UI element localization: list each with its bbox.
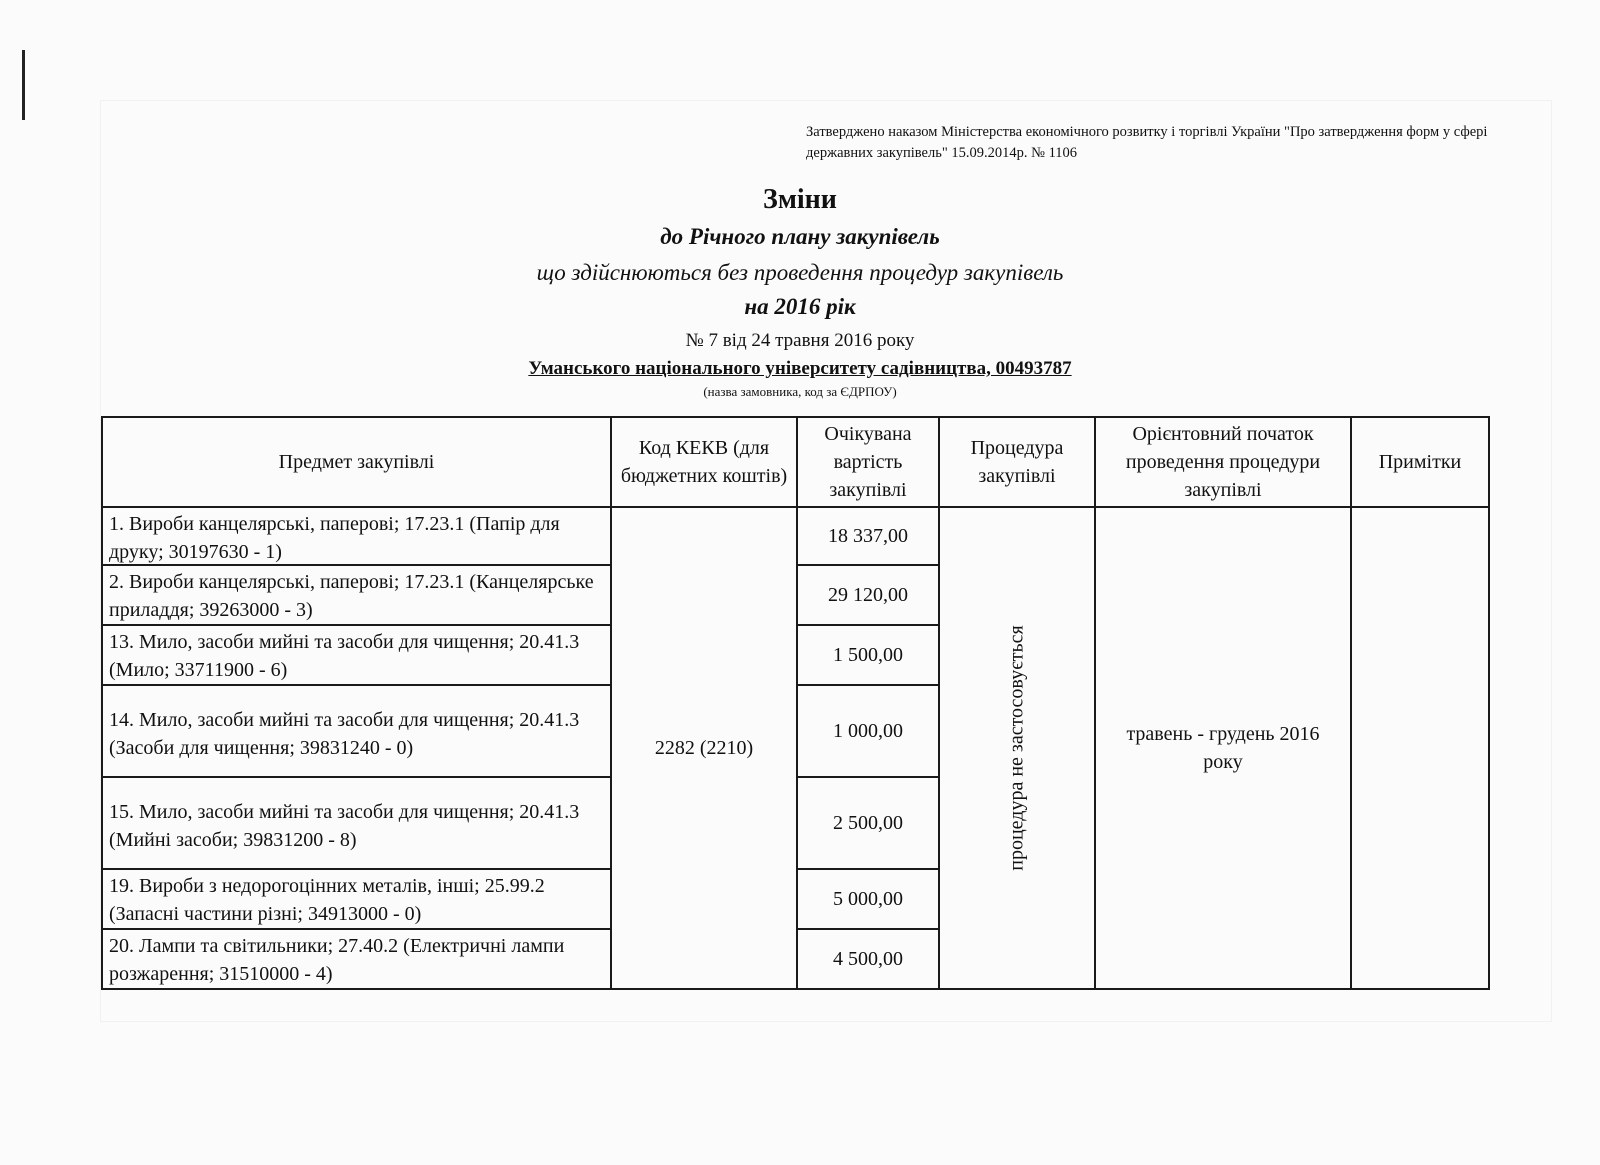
organization-hint: (назва замовника, код за ЄДРПОУ) — [703, 384, 897, 399]
header-cost: Очікувана вартість закупівлі — [796, 416, 940, 508]
row-cost: 18 337,00 — [796, 506, 940, 566]
start-period: травень - грудень 2016 року — [1094, 506, 1352, 990]
row-subject: 1. Вироби канцелярські, паперові; 17.23.1 (Папір для друку; 30197630 - 1) — [101, 506, 612, 566]
header-procedure: Процедура закупівлі — [938, 416, 1096, 508]
document-title: Зміни — [763, 184, 837, 215]
row-subject: 2. Вироби канцелярські, паперові; 17.23.1 (Канцелярське приладдя; 39263000 - 3) — [101, 564, 612, 626]
procedure-value: процедура не застосовується — [1006, 625, 1029, 871]
procedure-cell — [938, 506, 1096, 990]
row-subject: 13. Мило, засоби мийні та засоби для чищення; 20.41.3 (Мило; 33711900 - 6) — [101, 624, 612, 686]
document-subtitle-2: що здійснюються без проведення процедур закупівель — [536, 260, 1064, 285]
document-subtitle: до Річного плану закупівель — [660, 224, 940, 249]
header-start: Орієнтовний початок проведення процедури закупівлі — [1094, 416, 1352, 508]
row-subject: 20. Лампи та світильники; 27.40.2 (Електричні лампи розжарення; 31510000 - 4) — [101, 928, 612, 990]
row-subject: 15. Мило, засоби мийні та засоби для чищення; 20.41.3 (Мийні засоби; 39831200 - 8) — [101, 776, 612, 870]
approval-note: Затверджено наказом Міністерства економічного розвитку і торгівлі України "Про затвердження форм у сфері державних закупівель" 15.09.2014р. № 1106 — [806, 124, 1488, 161]
row-cost: 1 500,00 — [796, 624, 940, 686]
row-cost: 5 000,00 — [796, 868, 940, 930]
row-cost: 4 500,00 — [796, 928, 940, 990]
document-year: на 2016 рік — [744, 294, 856, 319]
kekv-code: 2282 (2210) — [610, 506, 798, 990]
organization-name: Уманського національного університету садівництва, 00493787 — [528, 358, 1072, 379]
row-subject: 19. Вироби з недорогоцінних металів, інші; 25.99.2 (Запасні частини різні; 34913000 - 0) — [101, 868, 612, 930]
row-cost: 1 000,00 — [796, 684, 940, 778]
document-number: № 7 від 24 травня 2016 року — [685, 330, 915, 351]
header-notes: Примітки — [1350, 416, 1490, 508]
row-subject: 14. Мило, засоби мийні та засоби для чищення; 20.41.3 (Засоби для чищення; 39831240 - 0) — [101, 684, 612, 778]
row-cost: 29 120,00 — [796, 564, 940, 626]
header-subject: Предмет закупівлі — [101, 416, 612, 508]
notes-cell — [1350, 506, 1490, 990]
header-kekv: Код КЕКВ (для бюджетних коштів) — [610, 416, 798, 508]
page-edge-mark — [22, 50, 25, 120]
row-cost: 2 500,00 — [796, 776, 940, 870]
